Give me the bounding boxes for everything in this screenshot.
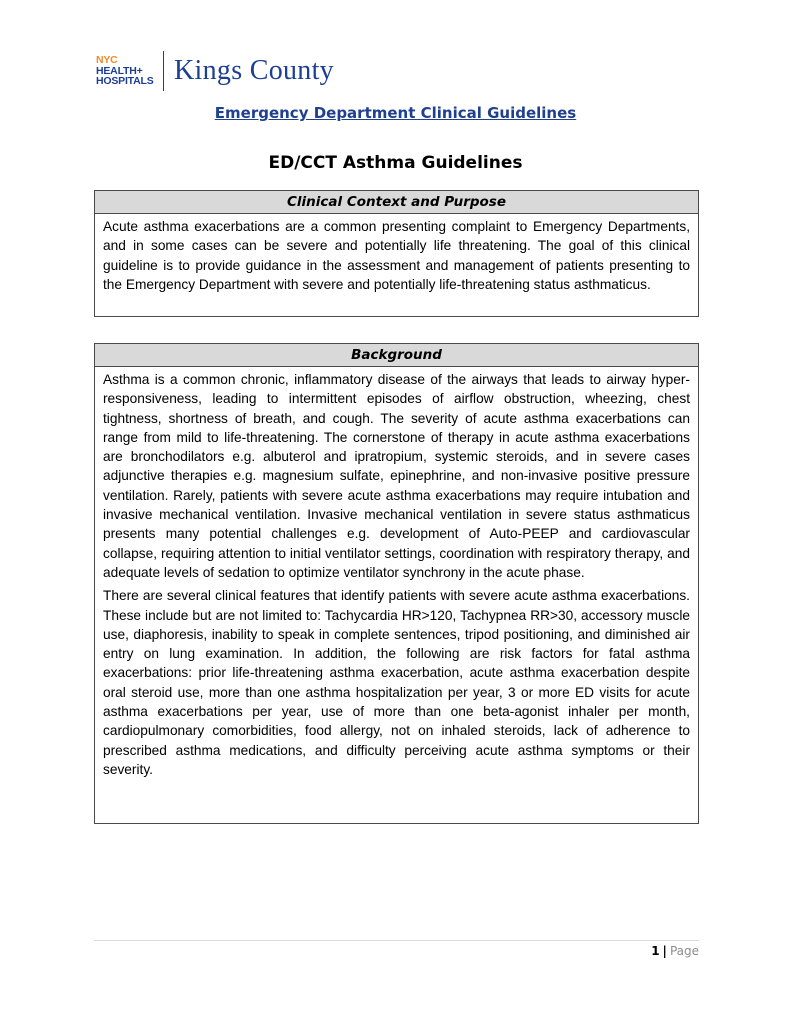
guidelines-header-title: Emergency Department Clinical Guidelines — [214, 104, 577, 122]
hospital-logo — [96, 50, 334, 92]
section-body — [95, 367, 698, 783]
page-label: Page — [669, 944, 699, 958]
section-body — [95, 214, 698, 298]
document-title: ED/CCT Asthma Guidelines — [268, 153, 523, 173]
logo-hospitals-text: HOSPITALS — [96, 75, 154, 88]
section-heading: Clinical Context and Purpose — [95, 191, 698, 214]
logo-mark — [96, 50, 154, 92]
footer-divider — [94, 940, 699, 941]
section-background — [94, 343, 699, 824]
section-paragraph: There are several clinical features that identify patients with severe acute asthma exacerbations. These include but are not limited to: Tachycardia HR>120, Tachypnea RR>30, accessory muscle use, diaphoresis, inability to speak in complete sentences, tripod positioning, and diminished air entry on lung examination. In addition, the following are risk factors for fatal asthma exacerbations: prior life-threatening asthma exacerbation, acute asthma exacerbation despite oral steroid use, more than one asthma hospitalization per year, 3 or more ED visits for acute asthma exacerbations per year, use of more than one beta-agonist inhaler per month, cardiopulmonary comorbidities, food allergy, not on inhaled steroids, lack of adherence to prescribed asthma medications, and difficulty perceiving acute asthma symptoms or their severity. — [103, 588, 690, 777]
footer-separator: | — [662, 944, 667, 958]
section-paragraph: Asthma is a common chronic, inflammatory disease of the airways that leads to airway hyper-responsiveness, leading to intermittent episodes of airflow obstruction, wheezing, chest tightness, shortness of breath, and cough. The severity of acute asthma exacerbations can range from mild to life-threatening. The cornerstone of therapy in acute asthma exacerbations are bronchodilators e.g. albuterol and ipratropium, systemic steroids, and in severe cases adjunctive therapies e.g. magnesium sulfate, epinephrine, and non-invasive positive pressure ventilation. Rarely, patients with severe acute asthma exacerbations may require intubation and invasive mechanical ventilation. Invasive mechanical ventilation in severe status asthmaticus presents many potential challenges e.g. development of Auto-PEEP and cardiovascular collapse, requiring attention to initial ventilator settings, coordination with respiratory therapy, and adequate levels of sedation to optimize ventilator synchrony in the acute phase. — [103, 372, 690, 580]
section-heading: Background — [95, 344, 698, 367]
logo-health-text: HEALTH+ — [96, 64, 143, 77]
page-number: 1 — [651, 944, 660, 958]
logo-divider — [163, 51, 165, 91]
facility-name: Kings County — [174, 55, 334, 86]
logo-nyc-text: NYC — [96, 54, 118, 67]
page-footer — [651, 944, 699, 958]
section-clinical-context — [94, 190, 699, 317]
section-paragraph: Acute asthma exacerbations are a common presenting complaint to Emergency Departments, and in some cases can be severe and potentially life threatening. The goal of this clinical guideline is to provide guidance in the assessment and management of patients presenting to the Emergency Department with severe and potentially life-threatening status asthmaticus. — [103, 219, 690, 292]
